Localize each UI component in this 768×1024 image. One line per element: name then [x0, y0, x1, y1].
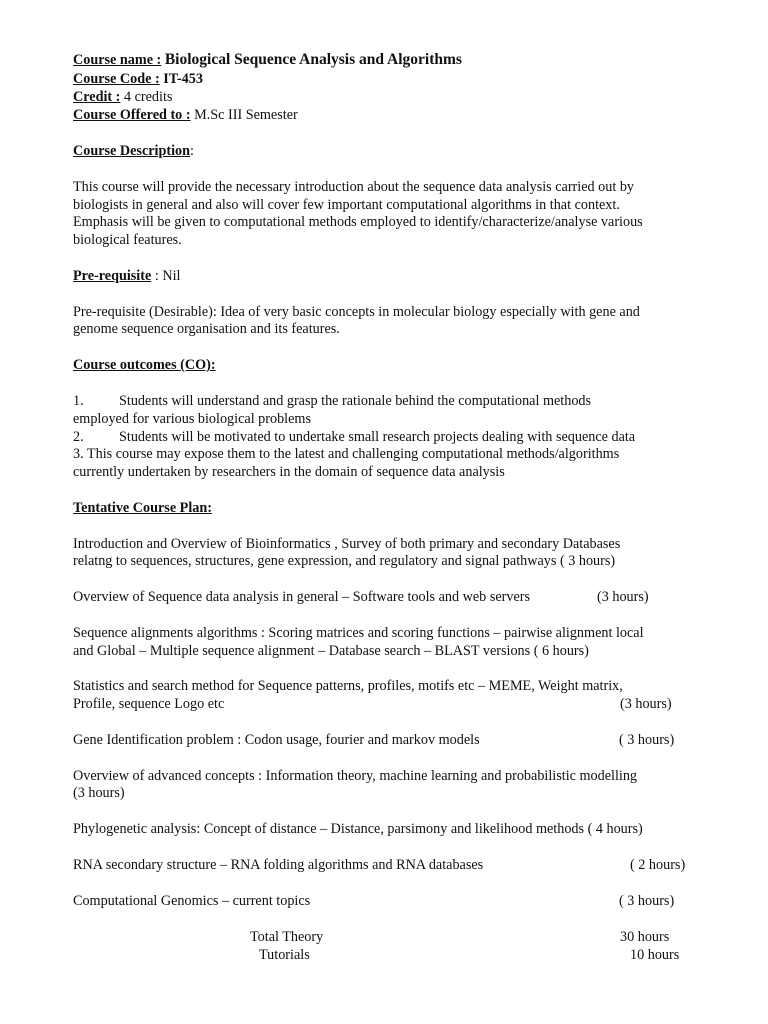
prerequisite-desirable-line: genome sequence organisation and its features. [73, 321, 340, 337]
plan-topic-line: RNA secondary structure – RNA folding algorithms and RNA databases [73, 857, 484, 873]
description-line: biological features. [73, 232, 182, 248]
description-line: Emphasis will be given to computational methods employed to identify/characterize/analyse various [73, 214, 643, 230]
plan-topic-line: Phylogenetic analysis: Concept of distance – Distance, parsimony and likelihood methods ( 4 hours) [73, 821, 643, 837]
tutorials-label: Tutorials [259, 947, 310, 963]
plan-topic-line: Profile, sequence Logo etc [73, 696, 225, 712]
outcomes-heading: Course outcomes (CO): [73, 357, 216, 373]
course-code-value: IT-453 [163, 71, 203, 87]
outcome-item-2: 2. Students will be motivated to undertake small research projects dealing with sequence data [73, 429, 636, 445]
course-code-line [73, 70, 203, 88]
credit-value: 4 credits [123, 89, 173, 105]
prerequisite-heading: Pre-requisite [73, 268, 152, 284]
plan-topic-line: relatng to sequences, structures, gene expression, and regulatory and signal pathways ( 3 hours) [73, 553, 616, 569]
course-name-label: Course name : [73, 52, 162, 68]
outcome-item-1-cont: employed for various biological problems [73, 411, 311, 427]
plan-topic-hours: ( 3 hours) [619, 893, 675, 909]
plan-topic-hours: (3 hours) [620, 696, 672, 712]
credit-label: Credit : [73, 89, 121, 105]
plan-topic-hours: ( 2 hours) [630, 857, 686, 873]
prerequisite-value: : Nil [151, 268, 181, 284]
plan-topic-hours: ( 3 hours) [619, 732, 675, 748]
plan-topic-line: (3 hours) [73, 785, 125, 801]
credit-line [73, 88, 172, 106]
description-heading: Course Description: [73, 143, 194, 159]
course-offered-value: M.Sc III Semester [194, 107, 298, 123]
plan-heading: Tentative Course Plan: [73, 500, 212, 516]
outcome-item-3-cont: currently undertaken by researchers in the domain of sequence data analysis [73, 464, 505, 480]
plan-topic-line: Computational Genomics – current topics [73, 893, 311, 909]
course-offered-label: Course Offered to : [73, 107, 191, 123]
plan-topic-line: Statistics and search method for Sequence patterns, profiles, motifs etc – MEME, Weight matrix, [73, 678, 623, 694]
plan-topic-line: and Global – Multiple sequence alignment – Database search – BLAST versions ( 6 hours) [73, 643, 589, 659]
plan-topic-line: Sequence alignments algorithms : Scoring matrices and scoring functions – pairwise alignment local [73, 625, 644, 641]
total-theory-value: 30 hours [620, 929, 670, 945]
plan-topic-line: Overview of Sequence data analysis in general – Software tools and web servers [73, 589, 530, 605]
course-name-value: Biological Sequence Analysis and Algorithms [164, 51, 462, 68]
prerequisite-desirable-line: Pre-requisite (Desirable): Idea of very basic concepts in molecular biology especially with gene and [73, 304, 640, 320]
outcome-item-1: 1. Students will understand and grasp the rationale behind the computational methods [73, 393, 592, 409]
plan-topic-hours: (3 hours) [597, 589, 649, 605]
course-name-line [73, 51, 462, 69]
plan-topic-line: Gene Identification problem : Codon usage, fourier and markov models [73, 732, 480, 748]
plan-topic-line: Introduction and Overview of Bioinformatics , Survey of both primary and secondary Databases [73, 536, 621, 552]
total-theory-label: Total Theory [250, 929, 324, 945]
plan-topic-line: Overview of advanced concepts : Information theory, machine learning and probabilistic modelling [73, 768, 638, 784]
description-line: This course will provide the necessary introduction about the sequence data analysis carried out by [73, 179, 635, 195]
course-code-label: Course Code : [73, 71, 160, 87]
tutorials-value: 10 hours [630, 947, 680, 963]
prerequisite-line [73, 267, 180, 285]
description-line: biologists in general and also will cover few important computational algorithms in that context. [73, 197, 620, 213]
course-offered-line [73, 106, 298, 124]
outcome-item-3: 3. This course may expose them to the latest and challenging computational methods/algorithms [73, 446, 620, 462]
